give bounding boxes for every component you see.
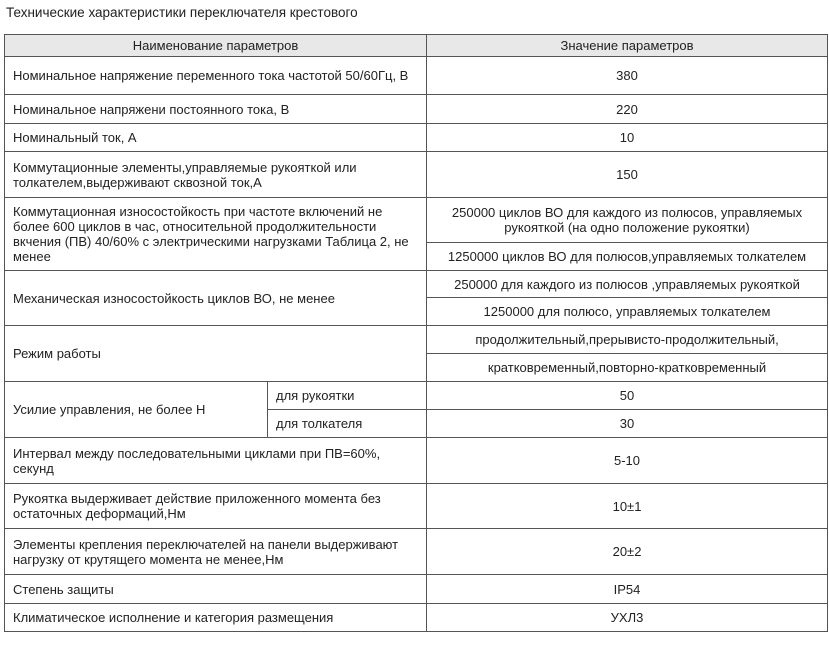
row-name: Элементы крепления переключателей на панели выдерживают нагрузку от крутящего момента не менее,Нм (5, 529, 427, 575)
row-value: 250000 циклов ВО для каждого из полюсов, управляемых рукояткой (на одно положение рукоятки) (427, 198, 828, 243)
header-parameter-name: Наименование параметров (5, 35, 427, 57)
row-name: Степень защиты (5, 575, 427, 604)
document-title: Технические характеристики переключателя крестового (6, 5, 358, 20)
table-row (5, 382, 828, 410)
row-value: 30 (427, 410, 828, 438)
row-value: 10 (427, 124, 828, 152)
row-value: 5-10 (427, 438, 828, 484)
row-value: 150 (427, 152, 828, 198)
row-name: Номинальное напряжение переменного тока частотой 50/60Гц, В (5, 57, 427, 95)
specifications-table (4, 34, 828, 632)
table-header-row (5, 35, 828, 57)
table-row (5, 529, 828, 575)
table-row (5, 484, 828, 529)
table-row (5, 604, 828, 632)
row-value: 250000 для каждого из полюсов ,управляемых рукояткой (427, 271, 828, 298)
row-value: продолжительный,прерывисто-продолжительный, (427, 326, 828, 354)
row-subname: для рукоятки (268, 382, 427, 410)
row-value: 220 (427, 95, 828, 124)
row-name: Усилие управления, не более Н (5, 382, 268, 438)
row-name: Механическая износостойкость циклов ВО, не менее (5, 271, 427, 326)
row-name: Рукоятка выдерживает действие приложенного момента без остаточных деформаций,Нм (5, 484, 427, 529)
row-value: 1250000 циклов ВО для полюсов,управляемых толкателем (427, 243, 828, 271)
row-name: Климатическое исполнение и категория размещения (5, 604, 427, 632)
row-value: 10±1 (427, 484, 828, 529)
table-row (5, 198, 828, 243)
row-name: Коммутационные элементы,управляемые рукояткой или толкателем,выдерживают сквозной ток,А (5, 152, 427, 198)
row-name: Интервал между последовательными циклами при ПВ=60%, секунд (5, 438, 427, 484)
row-name: Номинальный ток, А (5, 124, 427, 152)
table-row (5, 152, 828, 198)
row-subname: для толкателя (268, 410, 427, 438)
row-name: Номинальное напряжени постоянного тока, В (5, 95, 427, 124)
row-value: 20±2 (427, 529, 828, 575)
row-value: УХЛ3 (427, 604, 828, 632)
table-row (5, 95, 828, 124)
row-value: 380 (427, 57, 828, 95)
table-row (5, 124, 828, 152)
table-row (5, 438, 828, 484)
table-row (5, 57, 828, 95)
table-row (5, 575, 828, 604)
table-row (5, 326, 828, 354)
header-parameter-value: Значение параметров (427, 35, 828, 57)
row-name: Коммутационная износостойкость при частоте включений не более 600 циклов в час, относительной продолжительности вкчения (ПВ) 40/60% с электрическими нагрузками Таблица 2, не менее (5, 198, 427, 271)
table-row (5, 271, 828, 298)
row-value: IP54 (427, 575, 828, 604)
row-value: 50 (427, 382, 828, 410)
row-value: кратковременный,повторно-кратковременный (427, 354, 828, 382)
row-name: Режим работы (5, 326, 427, 382)
row-value: 1250000 для полюсо, управляемых толкателем (427, 298, 828, 326)
